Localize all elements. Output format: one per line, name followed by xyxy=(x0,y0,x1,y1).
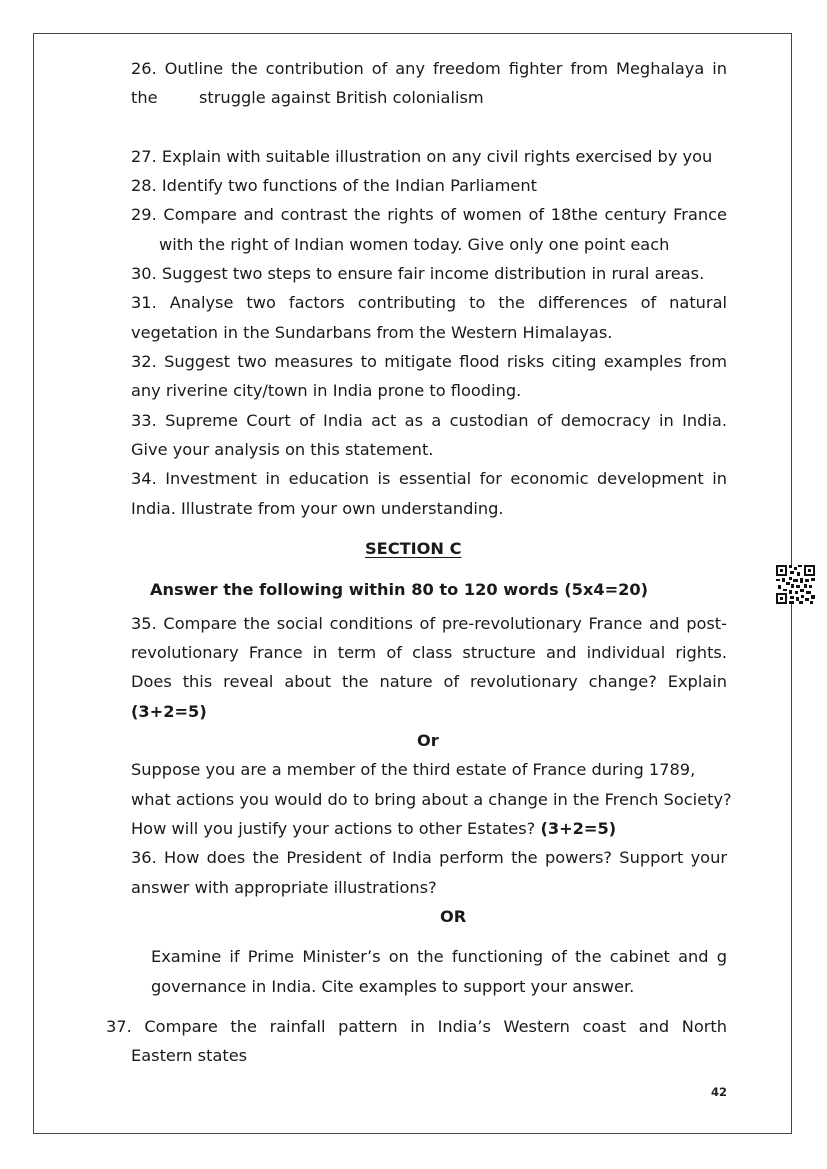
question-29-line-2: with the right of Indian women today. Give only one point each xyxy=(159,235,670,254)
question-35-alt-marks: (3+2=5) xyxy=(540,819,617,838)
question-35-alt-text: How will you justify your actions to other Estates? xyxy=(131,819,536,838)
or-divider-1: Or xyxy=(417,731,439,750)
question-28: 28. Identify two functions of the Indian Parliament xyxy=(131,176,537,195)
question-35-alt-line-3 xyxy=(131,819,616,839)
question-26-line-2a: the xyxy=(131,88,158,107)
question-36-alt-line-1: Examine if Prime Minister’s on the functioning of the cabinet and g xyxy=(151,947,727,966)
question-35-alt-line-1: Suppose you are a member of the third estate of France during 1789, xyxy=(131,760,696,779)
question-36-line-1: 36. How does the President of India perform the powers? Support your xyxy=(131,848,727,867)
question-34-line-2: India. Illustrate from your own understanding. xyxy=(131,499,504,518)
question-31-line-2: vegetation in the Sundarbans from the Western Himalayas. xyxy=(131,323,613,342)
question-33-line-1: 33. Supreme Court of India act as a custodian of democracy in India. xyxy=(131,411,727,430)
question-36-alt-line-2: governance in India. Cite examples to support your answer. xyxy=(151,977,635,996)
question-29-line-1: 29. Compare and contrast the rights of women of 18the century France xyxy=(131,205,727,224)
question-30: 30. Suggest two steps to ensure fair income distribution in rural areas. xyxy=(131,264,705,283)
question-34-line-1: 34. Investment in education is essential for economic development in xyxy=(131,469,727,488)
question-31-line-1: 31. Analyse two factors contributing to the differences of natural xyxy=(131,293,727,312)
section-c-instruction: Answer the following within 80 to 120 words (5x4=20) xyxy=(150,580,649,599)
question-26-line-1: 26. Outline the contribution of any freedom fighter from Meghalaya in xyxy=(131,59,727,78)
question-32-line-1: 32. Suggest two measures to mitigate flood risks citing examples from xyxy=(131,352,727,371)
question-37-line-2: Eastern states xyxy=(131,1046,248,1065)
question-33-line-2: Give your analysis on this statement. xyxy=(131,440,434,459)
question-32-line-2: any riverine city/town in India prone to flooding. xyxy=(131,381,522,400)
question-35-alt-line-2: what actions you would do to bring about a change in the French Society? xyxy=(131,790,732,809)
qr-code-icon xyxy=(776,565,815,604)
question-36-line-2: answer with appropriate illustrations? xyxy=(131,878,437,897)
question-35-line-3: Does this reveal about the nature of revolutionary change? Explain xyxy=(131,672,727,691)
question-35-line-2: revolutionary France in term of class structure and individual rights. xyxy=(131,643,727,662)
question-26-line-2b: struggle against British colonialism xyxy=(199,88,484,107)
question-27: 27. Explain with suitable illustration on any civil rights exercised by you xyxy=(131,147,713,166)
question-35-line-1: 35. Compare the social conditions of pre-revolutionary France and post- xyxy=(131,614,727,633)
question-35-marks: (3+2=5) xyxy=(131,702,207,721)
or-divider-2: OR xyxy=(440,907,467,926)
question-37-line-1: 37. Compare the rainfall pattern in India’s Western coast and North xyxy=(106,1017,727,1036)
section-c-heading: SECTION C xyxy=(365,539,462,558)
page-number: 42 xyxy=(711,1085,728,1099)
